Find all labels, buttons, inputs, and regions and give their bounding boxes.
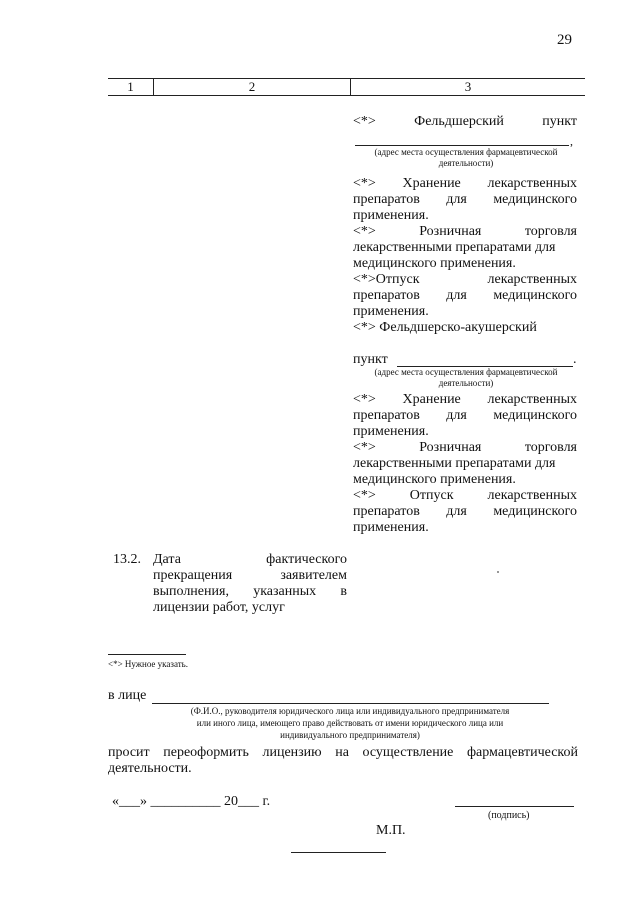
- signature-line[interactable]: [455, 806, 574, 807]
- text-word: переоформить: [163, 745, 249, 760]
- text-line: [153, 568, 347, 584]
- text-word: осуществление: [362, 745, 454, 760]
- text-line: [353, 224, 577, 240]
- text-word: медицинского: [493, 504, 577, 519]
- text-line: [353, 504, 577, 520]
- date-line[interactable]: «___» __________ 20___ г.: [112, 794, 271, 809]
- text-word: фактического: [266, 552, 347, 567]
- text-word: лицензию: [262, 745, 322, 760]
- text-line: [353, 440, 577, 456]
- address-note-1: (адрес места осуществления фармацевтической деятельности): [374, 147, 558, 168]
- text-word: <*> Розничная: [353, 224, 482, 239]
- text-line: [353, 288, 577, 304]
- footnote-marker: <*>: [353, 114, 376, 129]
- text-word: указанных: [253, 584, 317, 599]
- text-line: [353, 272, 577, 288]
- request-line-2: деятельности.: [108, 761, 192, 776]
- text-word: применения.: [353, 304, 429, 319]
- table-header-row: [108, 78, 585, 96]
- row-number: 13.2.: [113, 552, 141, 567]
- feldsher-point-line: [353, 114, 577, 130]
- activity-block-2: [353, 392, 577, 536]
- text-word: препаратов: [353, 192, 420, 207]
- text-word: медицинского применения.: [353, 256, 516, 271]
- text-word: <*> Фельдшерско-акушерский: [353, 320, 537, 335]
- text-word: <*> Розничная: [353, 440, 482, 455]
- text-word: применения.: [353, 208, 429, 223]
- request-text: [108, 745, 578, 777]
- text-line: [353, 456, 577, 472]
- text-line: [353, 320, 577, 336]
- text-word: <*> Отпуск: [353, 488, 454, 503]
- text-word: <*> Хранение: [353, 392, 461, 407]
- in-person-caption: (Ф.И.О., руководителя юридического лица или индивидуального предпринимателя или иного лица, имеющего право действовать от имени юридического лица или индивидуального предпринимателя): [190, 706, 510, 740]
- text-word: медицинского применения.: [353, 472, 516, 487]
- address-field-1[interactable]: [355, 132, 569, 146]
- text-line: [353, 256, 577, 272]
- request-line-1: [108, 745, 578, 761]
- text-word: медицинского: [493, 192, 577, 207]
- bottom-rule: [291, 852, 386, 853]
- text-line: [353, 304, 577, 320]
- text-line: [353, 424, 577, 440]
- signature-caption: (подпись): [488, 810, 530, 821]
- text-line: [353, 392, 577, 408]
- text-word: для: [446, 408, 467, 423]
- text-word: <*>Отпуск: [353, 272, 420, 287]
- text-line: [353, 520, 577, 536]
- header-col-3: 3: [464, 79, 472, 94]
- in-person-label: в лице: [108, 688, 147, 703]
- text-word: для: [446, 192, 467, 207]
- text-word: выполнения,: [153, 584, 229, 599]
- text-word: заявителем: [280, 568, 347, 583]
- text-line: [353, 472, 577, 488]
- text-word: лекарственными препаратами для: [353, 456, 556, 471]
- text-line: [153, 584, 347, 600]
- header-col-1: 1: [127, 79, 134, 94]
- footnote: <*> Нужное указать.: [108, 659, 189, 669]
- activity-block-1: [353, 176, 577, 336]
- text-line: [353, 208, 577, 224]
- text-word: применения.: [353, 424, 429, 439]
- address-period: .: [573, 352, 577, 367]
- page-number: 29: [557, 32, 572, 48]
- text-word: медицинского: [493, 288, 577, 303]
- text-word: <*> Хранение: [353, 176, 461, 191]
- text-word: препаратов: [353, 288, 420, 303]
- text-word: лекарственных: [487, 272, 577, 287]
- text-line: [353, 176, 577, 192]
- stamp-label: М.П.: [376, 823, 406, 838]
- text-word: для: [446, 288, 467, 303]
- text-word: препаратов: [353, 504, 420, 519]
- text-word: медицинского: [493, 408, 577, 423]
- text-line: [153, 600, 347, 616]
- fap-point-word: пункт: [353, 352, 388, 367]
- scan-speck: [497, 571, 499, 573]
- text-word: лекарственными препаратами для: [353, 240, 556, 255]
- feldsher-point-label: Фельдшерский: [414, 114, 504, 129]
- footnote-rule: [108, 654, 186, 655]
- text-word: применения.: [353, 520, 429, 535]
- text-word: просит: [108, 745, 150, 760]
- text-line: [353, 240, 577, 256]
- text-word: фармацевтической: [466, 745, 579, 760]
- address-comma: ,: [570, 134, 573, 148]
- text-word: Дата: [153, 552, 181, 567]
- text-line: [153, 552, 347, 568]
- feldsher-point-word: пункт: [542, 114, 578, 129]
- address-note-2: (адрес места осуществления фармацевтической деятельности): [374, 367, 558, 388]
- text-line: [353, 192, 577, 208]
- text-line: [353, 408, 577, 424]
- row-13-2-description: [153, 552, 347, 616]
- text-word: в: [340, 584, 347, 599]
- text-word: торговля: [524, 224, 577, 239]
- address-field-2[interactable]: [397, 352, 573, 367]
- text-word: на: [335, 745, 349, 760]
- text-line: [353, 488, 577, 504]
- in-person-field[interactable]: [152, 690, 549, 704]
- text-word: лекарственных: [487, 392, 577, 407]
- text-word: прекращения: [153, 568, 233, 583]
- text-word: лекарственных: [487, 176, 577, 191]
- text-word: торговля: [524, 440, 577, 455]
- text-word: препаратов: [353, 408, 420, 423]
- text-word: лицензии работ, услуг: [153, 600, 285, 615]
- text-word: лекарственных: [487, 488, 577, 503]
- header-col-2: 2: [248, 79, 256, 94]
- text-word: для: [446, 504, 467, 519]
